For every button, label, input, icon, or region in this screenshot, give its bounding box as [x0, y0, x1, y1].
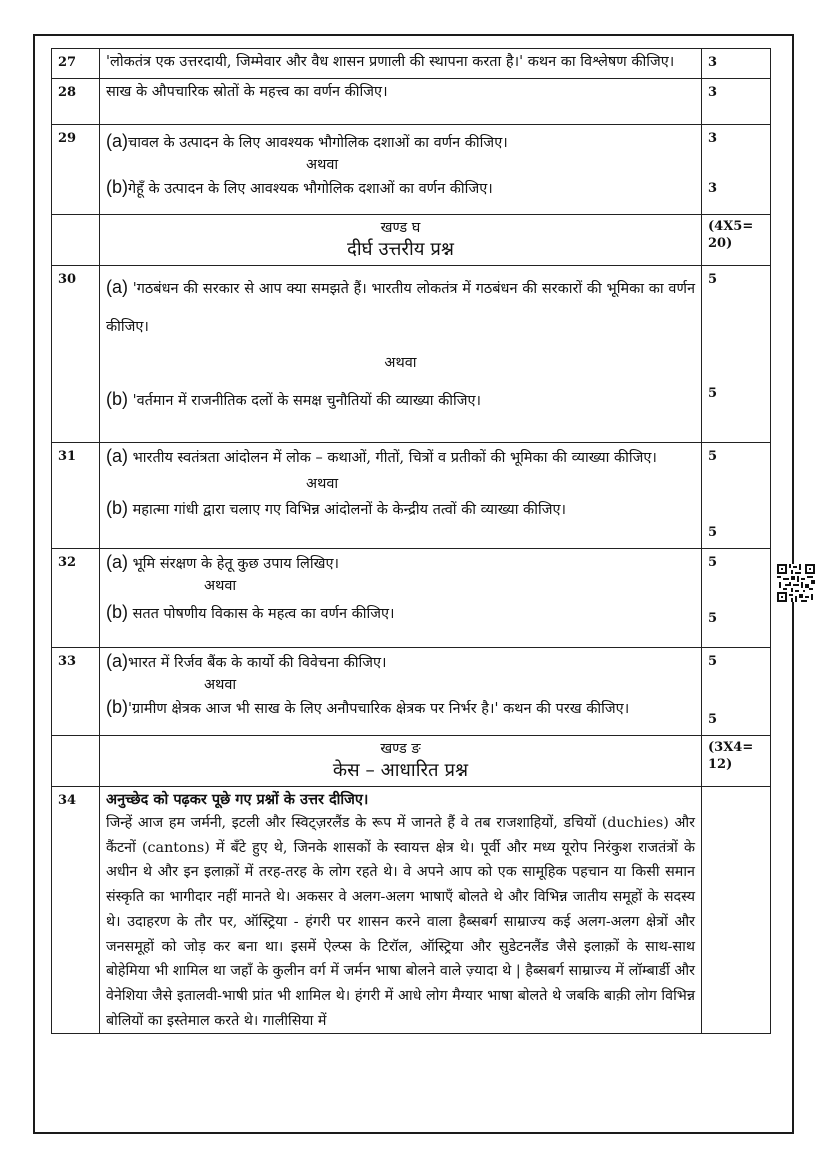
question-number: 31: [52, 443, 100, 549]
marks-a: 5: [708, 555, 718, 570]
section-title: खण्ड ङ: [380, 741, 421, 757]
question-row-31: [52, 443, 771, 549]
question-marks: [702, 549, 771, 648]
case-instruction: अनुच्छेद को पढ़कर पूछे गए प्रश्नों के उत्तर दीजिए।: [106, 791, 369, 808]
empty-cell: [52, 215, 100, 266]
question-marks: 3: [702, 49, 771, 79]
case-body: [100, 787, 702, 1034]
option-b-text: गेहूँ के उत्पादन के लिए आवश्यक भौगोलिक दशाओं का वर्णन कीजिए।: [128, 181, 493, 197]
marks-a: 3: [708, 131, 718, 146]
option-b: [106, 696, 695, 720]
question-row-34: [52, 787, 771, 1034]
option-b-text: 'वर्तमान में राजनीतिक दलों के समक्ष चुनौतियों की व्याख्या कीजिए।: [132, 393, 482, 409]
question-marks: [702, 648, 771, 736]
option-a: [106, 650, 695, 674]
option-a-text: भारतीय स्वतंत्रता आंदोलन में लोक – कथाओं, गीतों, चित्रों व प्रतीकों की भूमिका की व्याख्या कीजिए।: [132, 450, 657, 466]
section-subtitle: केस – आधारित प्रश्न: [332, 760, 469, 781]
option-a: [106, 445, 695, 469]
option-b-text: सतत पोषणीय विकास के महत्व का वर्णन कीजिए।: [132, 606, 395, 622]
option-a-text: भारत में रिर्जव बैंक के कार्यो की विवेचना कीजिए।: [128, 655, 387, 671]
option-a-text: भूमि संरक्षण के हेतू कुछ उपाय लिखिए।: [132, 556, 339, 572]
question-body: [100, 549, 702, 648]
or-separator: अथवा: [204, 578, 237, 594]
option-b-label: (b): [106, 602, 128, 622]
question-marks: 3: [702, 79, 771, 125]
question-body: [100, 266, 702, 443]
option-b-text: महात्मा गांधी द्वारा चलाए गए विभिन्न आंदोलनों के केन्द्रीय तत्वों की व्याख्या कीजिए।: [132, 502, 566, 518]
question-table: [51, 48, 771, 1034]
question-body: [100, 648, 702, 736]
option-a-label: (a): [106, 131, 128, 151]
marks-b: 5: [708, 525, 718, 540]
section-e-title-cell: [100, 736, 702, 787]
marks-b: 3: [708, 181, 718, 196]
question-body: [100, 125, 702, 215]
option-a: [106, 268, 695, 346]
question-marks: [702, 266, 771, 443]
section-marks: (3X4= 12): [702, 736, 771, 787]
question-number: 32: [52, 549, 100, 648]
option-b: [106, 176, 695, 200]
or-separator: अथवा: [384, 355, 417, 371]
question-row-33: [52, 648, 771, 736]
option-a-label: (a): [106, 552, 128, 572]
marks-b: 5: [708, 712, 718, 727]
section-e-header: [52, 736, 771, 787]
option-b-text: 'ग्रामीण क्षेत्रक आज भी साख के लिए अनौपचारिक क्षेत्रक पर निर्भर है।' कथन की परख कीजिए।: [128, 701, 630, 717]
option-b-label: (b): [106, 697, 128, 717]
question-number: 29: [52, 125, 100, 215]
question-row-32: [52, 549, 771, 648]
marks-a: 5: [708, 272, 718, 287]
question-marks: [702, 443, 771, 549]
option-a: [106, 551, 695, 575]
question-number: 27: [52, 49, 100, 79]
question-number: 33: [52, 648, 100, 736]
question-number: 34: [52, 787, 100, 1034]
question-row-29: [52, 125, 771, 215]
question-text: साख के औपचारिक स्रोतों के महत्त्व का वर्णन कीजिए।: [100, 79, 702, 125]
option-b-label: (b): [106, 389, 128, 409]
or-separator: अथवा: [306, 157, 339, 173]
section-d-title-cell: [100, 215, 702, 266]
question-text: 'लोकतंत्र एक उत्तरदायी, जिम्मेवार और वैध शासन प्रणाली की स्थापना करता है।' कथन का विश्लेषण कीजिए।: [100, 49, 702, 79]
section-subtitle: दीर्घ उत्तरीय प्रश्न: [347, 239, 454, 260]
option-a-label: (a): [106, 651, 128, 671]
or-separator: अथवा: [306, 476, 339, 492]
option-b-label: (b): [106, 177, 128, 197]
option-a-text: चावल के उत्पादन के लिए आवश्यक भौगोलिक दशाओं का वर्णन कीजिए।: [128, 135, 508, 151]
marks-b: 5: [708, 611, 718, 626]
option-a-text: 'गठबंधन की सरकार से आप क्या समझते हैं। भारतीय लोकतंत्र में गठबंधन की सरकारों की भूमिका का वर्णन कीजिए।: [106, 281, 696, 335]
question-marks: [702, 125, 771, 215]
question-row-27: [52, 49, 771, 79]
qr-code-icon: [777, 564, 815, 602]
question-row-28: [52, 79, 771, 125]
section-d-header: [52, 215, 771, 266]
option-b: [106, 601, 695, 625]
case-passage: जिन्हें आज हम जर्मनी, इटली और स्विट्ज़रलैंड के रूप में जानते हैं वे तब राजशाहियों, डचियों (duchies) और कैंटनों (cantons) में बँटे हुए थे, जिनके शासकों के स्वायत्त क्षेत्र थे। पूर्वी और मध्य यूरोप निरंकुश राजतंत्रों के अधीन थे और इन इलाक़ों में तरह-तरह के लोग रहते थे। वे अपने आप को एक सामूहिक पहचान या किसी समान संस्कृति का भागीदार नहीं मानते थे। अकसर वे अलग-अलग भाषाएँ बोलते थे और विभिन्न जातीय समूहों के सदस्य थे। उदाहरण के तौर पर, ऑस्ट्रिया - हंगरी पर शासन करने वाला हैब्सबर्ग साम्राज्य कई अलग-अलग क्षेत्रों और जनसमूहों को जोड़ कर बना था। इसमें ऐल्प्स के टिरॉल, ऑस्ट्रिया और सुडेटनलैंड जैसे इलाक़ों के साथ-साथ बोहेमिया भी शामिल था जहाँ के कुलीन वर्ग में जर्मन भाषा बोलने वाले ज़्यादा थे | हैब्सबर्ग साम्राज्य में लॉम्बार्डी और वेनेशिया जैसे इतालवी-भाषी प्रांत भी शामिल थे। हंगरी में आधे लोग मैग्यार भाषा बोलते थे जबकि बाक़ी लोग विभिन्न बोलियों का इस्तेमाल करते थे। गालीसिया में: [106, 815, 695, 1029]
question-number: 30: [52, 266, 100, 443]
option-a-label: (a): [106, 446, 128, 466]
section-title: खण्ड घ: [380, 220, 421, 236]
or-separator: अथवा: [204, 677, 237, 693]
marks-b: 5: [708, 386, 718, 401]
option-a: [106, 130, 695, 154]
marks-a: 5: [708, 449, 718, 464]
question-row-30: [52, 266, 771, 443]
section-marks: (4X5= 20): [702, 215, 771, 266]
option-b-label: (b): [106, 498, 128, 518]
option-a-label: (a): [106, 277, 128, 297]
option-b: [106, 497, 695, 521]
marks-a: 5: [708, 654, 718, 669]
question-number: 28: [52, 79, 100, 125]
question-body: [100, 443, 702, 549]
empty-cell: [52, 736, 100, 787]
empty-marks-cell: [702, 787, 771, 1034]
option-b: [106, 388, 695, 412]
